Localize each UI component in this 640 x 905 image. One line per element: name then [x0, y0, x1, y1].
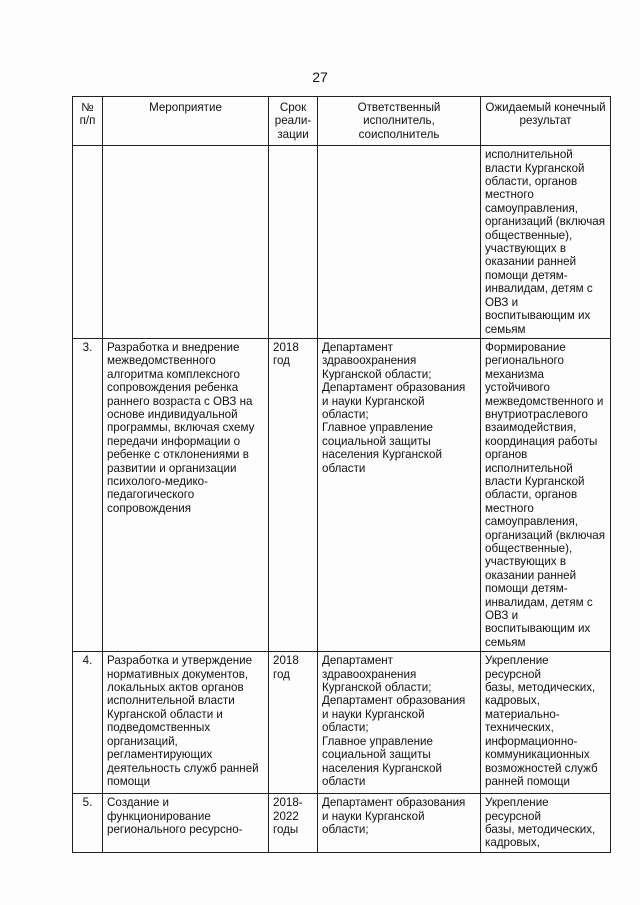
header-term: Срок реали- зации	[269, 97, 318, 146]
cell-result: Формирование регионального механизма устойчивого межведомственного и внутриотраслевого взаимодействия, координация работы органов исполнительной власти Курганской области, органов местного самоуправления, организаций (включая общественные), участвующих в оказании ранней помощи детям- инвалидам, детям с ОВЗ и воспитывающим их семьям	[481, 338, 611, 651]
cell-term: 2018- 2022 годы	[269, 794, 318, 853]
cell-num: 4.	[73, 652, 103, 794]
cell-term: 2018 год	[269, 338, 318, 651]
header-activity: Мероприятие	[103, 97, 269, 146]
cell-num: 5.	[73, 794, 103, 853]
cell-responsible: Департамент здравоохранения Курганской области; Департамент образования и науки Курганской области; Главное управление социальной защиты населения Курганской области	[318, 338, 481, 651]
cell-activity: Разработка и внедрение межведомственного алгоритма комплексного сопровождения ребенка раннего возраста с ОВЗ на основе индивидуальной программы, включая схему передачи информации о ребенке с отклонениями в развитии и организации психолого-медико- педагогического сопровождения	[103, 338, 269, 651]
table-row	[73, 146, 611, 339]
page-number: 27	[312, 69, 328, 85]
table-header-row	[73, 97, 611, 146]
cell-result: исполнительной власти Курганской области, органов местного самоуправления, организаций (включая общественные), участвующих в оказании ранней помощи детям- инвалидам, детям с ОВЗ и воспитывающим их семьям	[481, 146, 611, 339]
table-row	[73, 794, 611, 853]
cell-term	[269, 146, 318, 339]
table-row	[73, 338, 611, 651]
cell-num	[73, 146, 103, 339]
cell-activity: Разработка и утверждение нормативных документов, локальных актов органов исполнительной власти Курганской области и подведомственных организаций, регламентирующих деятельность служб ранней помощи	[103, 652, 269, 794]
cell-num: 3.	[73, 338, 103, 651]
table-row	[73, 652, 611, 794]
cell-term: 2018 год	[269, 652, 318, 794]
cell-responsible: Департамент образования и науки Курганской области;	[318, 794, 481, 853]
header-responsible: Ответственный исполнитель, соисполнитель	[318, 97, 481, 146]
cell-responsible	[318, 146, 481, 339]
cell-responsible: Департамент здравоохранения Курганской области; Департамент образования и науки Курганской области; Главное управление социальной защиты населения Курганской области	[318, 652, 481, 794]
cell-result: Укрепление ресурсной базы, методических, кадровых, материально- технических, информационно- коммуникационных возможностей служб ранней помощи	[481, 652, 611, 794]
activities-table	[72, 96, 611, 853]
header-result: Ожидаемый конечный результат	[481, 97, 611, 146]
header-num: № п/п	[73, 97, 103, 146]
cell-activity	[103, 146, 269, 339]
cell-activity: Создание и функционирование регионального ресурсно-	[103, 794, 269, 853]
cell-result: Укрепление ресурсной базы, методических, кадровых,	[481, 794, 611, 853]
